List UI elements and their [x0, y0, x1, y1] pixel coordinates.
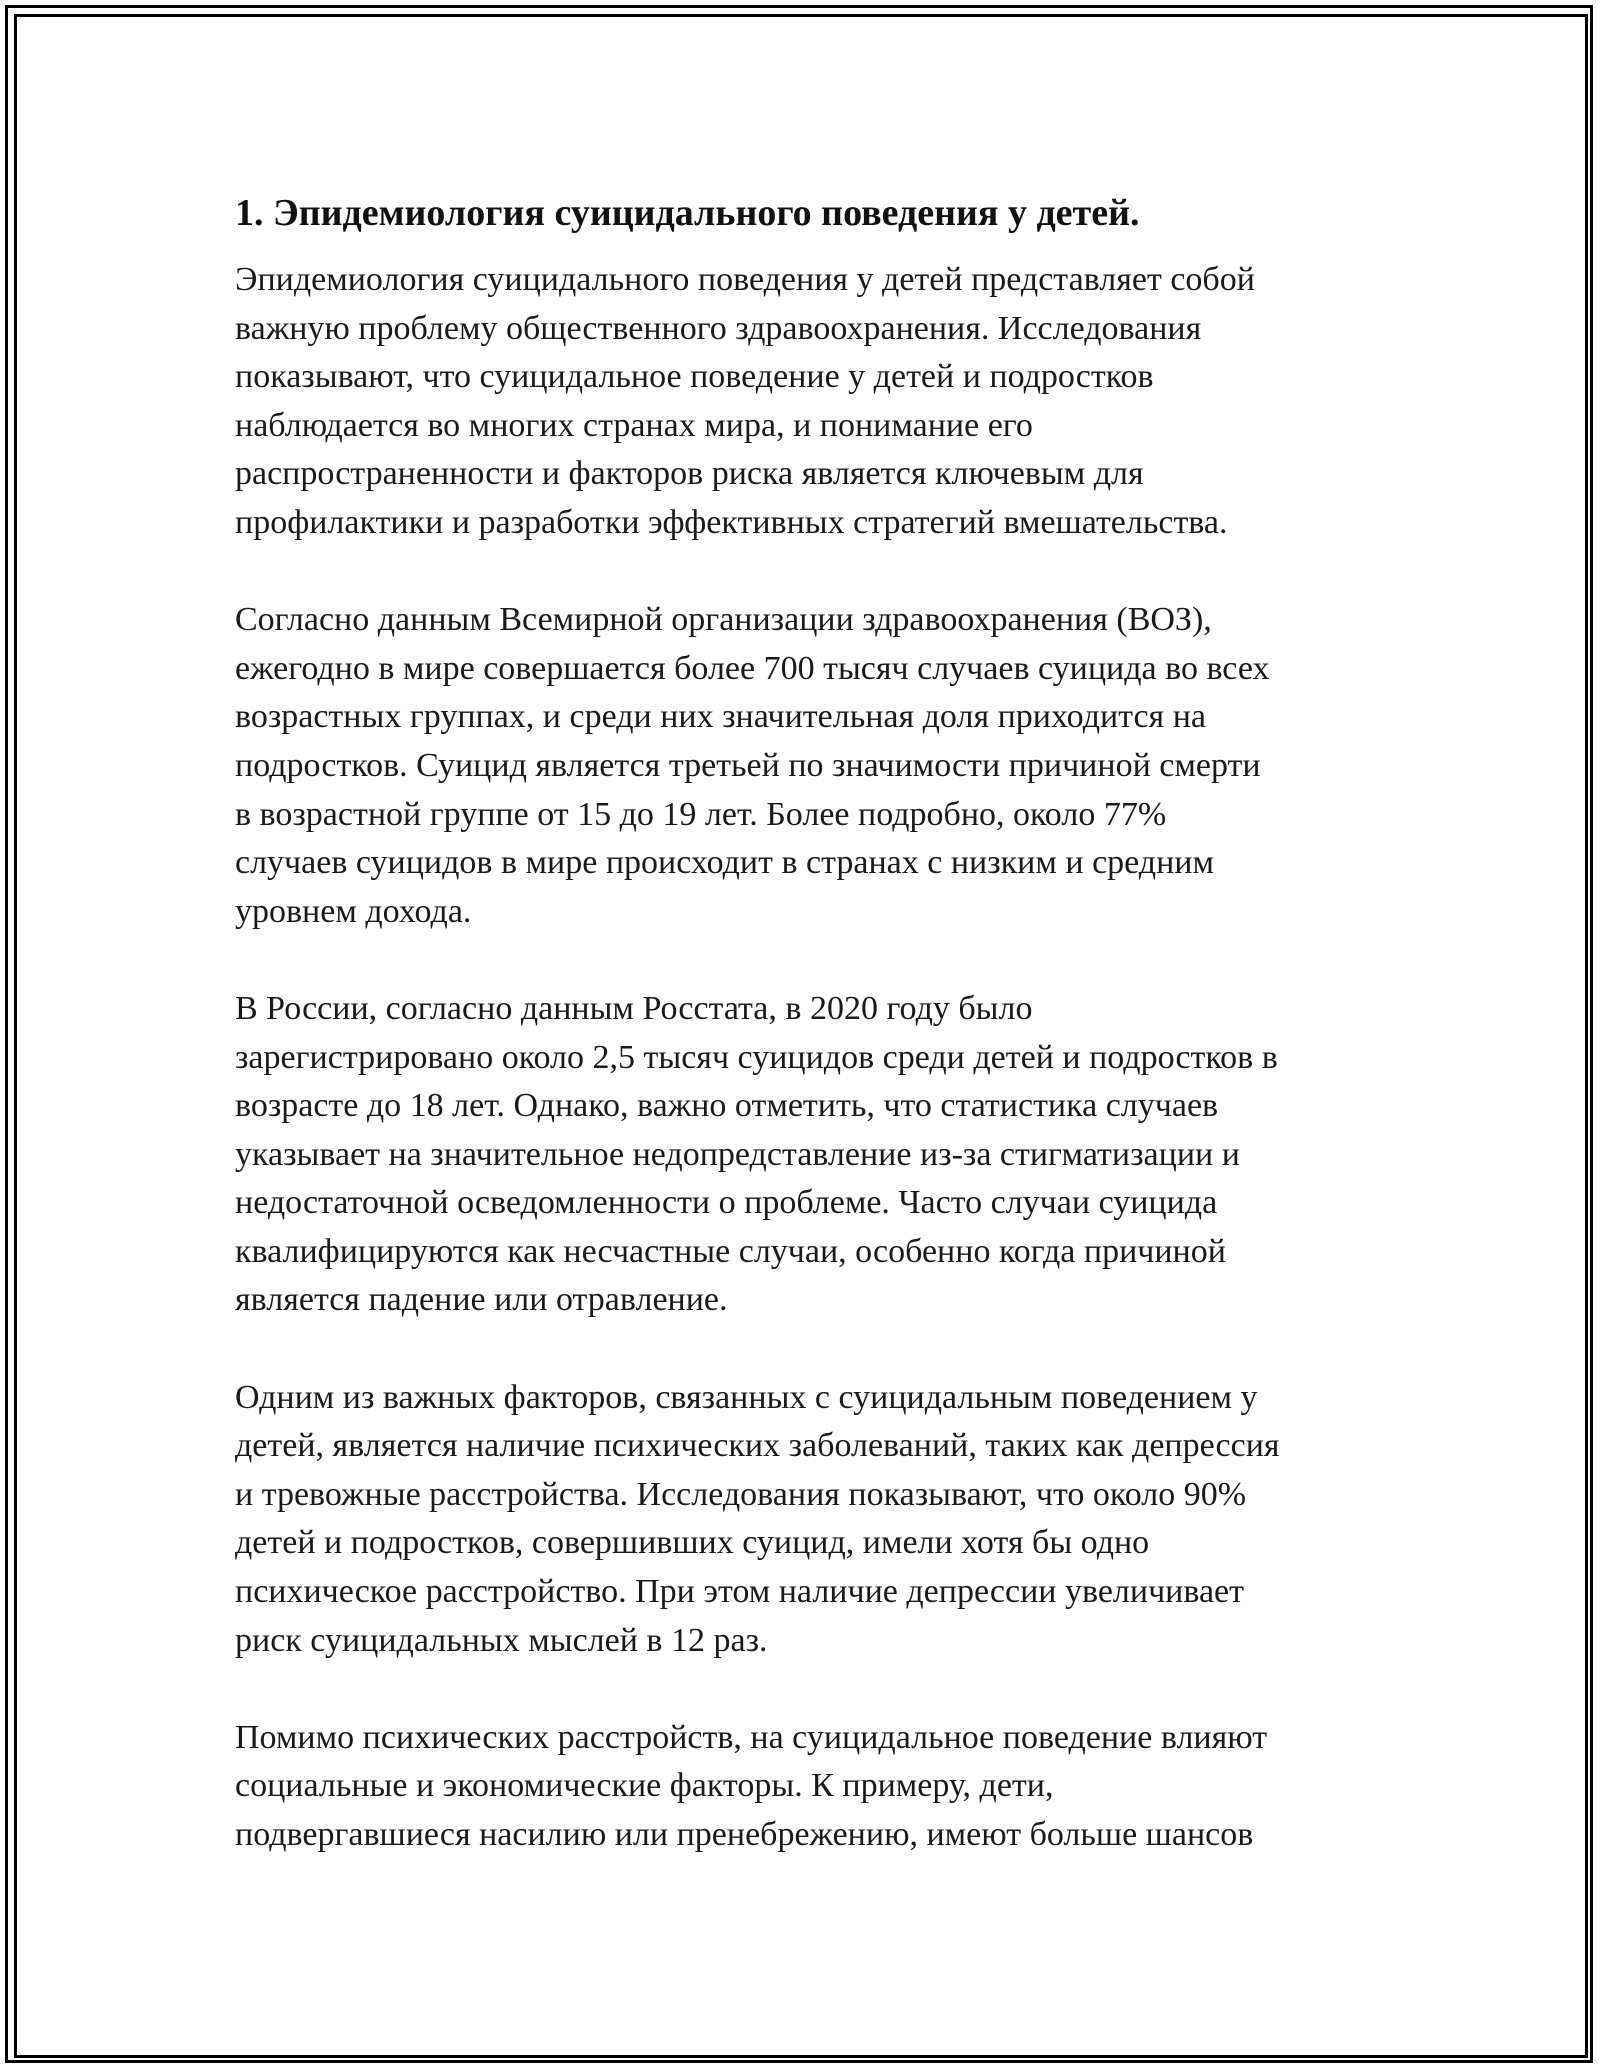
- paragraph-3: В России, согласно данным Росстата, в 2020 году было зарегистрировано около 2,5 тысяч суицидов среди детей и подростков в возрасте до 18 лет. Однако, важно отметить, что статистика случаев указывает на значительное недопредставление из-за стигматизации и недостаточной осведомленности о проблеме. Часто случаи суицида квалифицируются как несчастные случаи, особенно когда причиной является падение или отравление.: [235, 989, 1278, 1319]
- paragraph-1: Эпидемиология суицидального поведения у детей представляет собой важную проблему общественного здравоохранения. Исследования показывают, что суицидальное поведение у детей и подростков наблюдается во многих странах мира, и понимание его распространенности и факторов риска является ключевым для профилактики и разработки эффективных стратегий вмешательства.: [235, 261, 1255, 541]
- paragraph-4: Одним из важных факторов, связанных с суицидальным поведением у детей, является наличие психических заболеваний, таких как депрессия и тревожные расстройства. Исследования показывают, что около 90% детей и подростков, совершивших суицид, имели хотя бы одно психическое расстройство. При этом наличие депрессии увеличивает риск суицидальных мыслей в 12 раз.: [235, 1378, 1280, 1659]
- section-heading: 1. Эпидемиология суицидального поведения у детей.: [235, 192, 1140, 234]
- paragraph-5: Помимо психических расстройств, на суицидальное поведение влияют социальные и экономические факторы. К примеру, дети, подвергавшиеся насилию или пренебрежению, имеют больше шансов: [235, 1718, 1268, 1853]
- document-body: [235, 186, 1375, 1908]
- paragraph-2: Согласно данным Всемирной организации здравоохранения (ВОЗ), ежегодно в мире совершается более 700 тысяч случаев суицида во всех возрастных группах, и среди них значительная доля приходится на подростков. Суицид является третьей по значимости причиной смерти в возрастной группе от 15 до 19 лет. Более подробно, около 77% случаев суицидов в мире происходит в странах с низким и средним уровнем дохода.: [235, 601, 1270, 930]
